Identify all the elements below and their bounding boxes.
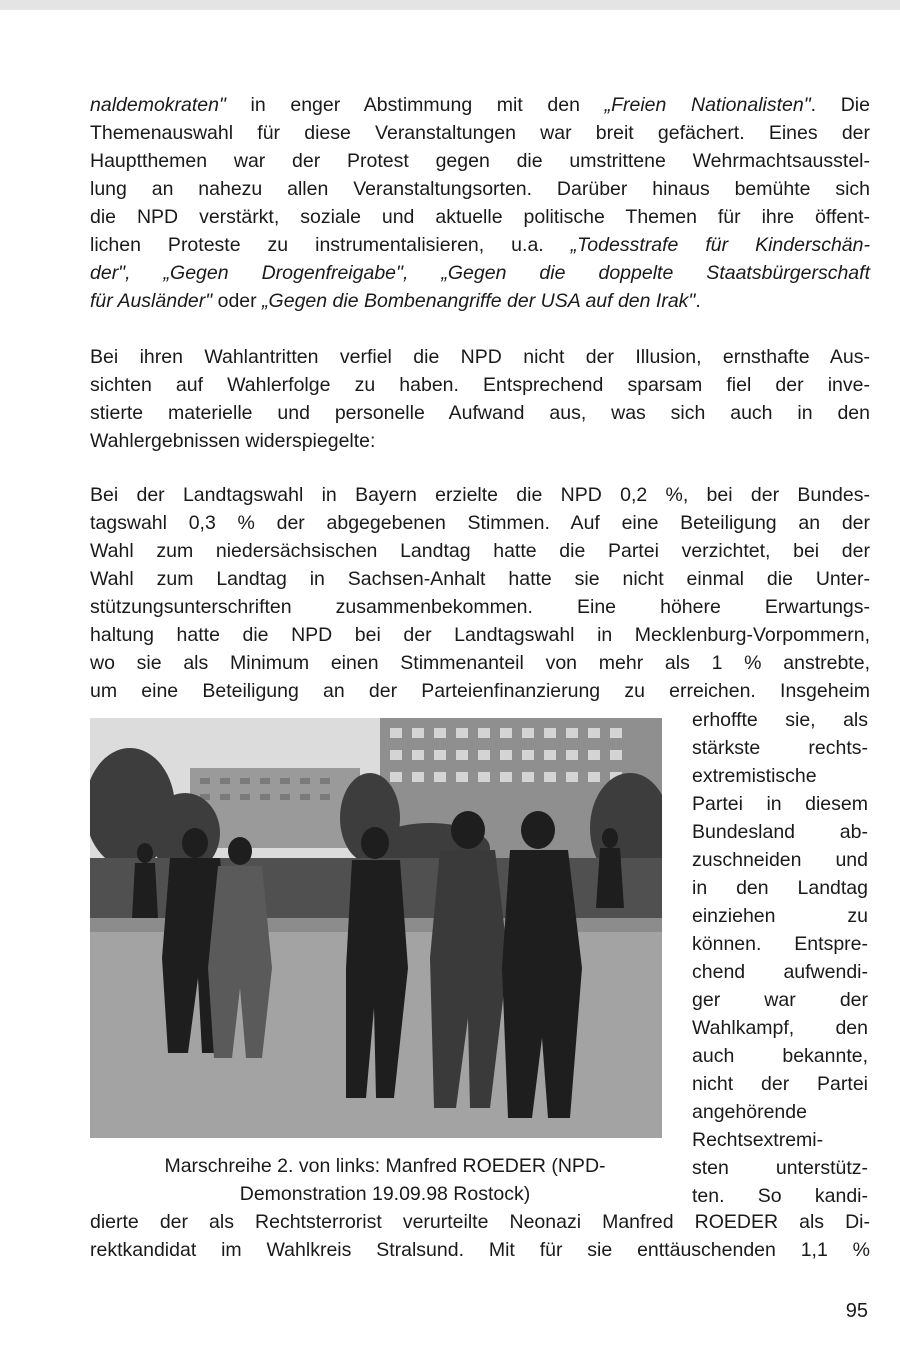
paragraph-3: [90, 481, 870, 705]
caption-line-1: Marschreihe 2. von links: Manfred ROEDER (NPD-: [164, 1155, 606, 1177]
text-line: Wahlergebnissen widerspiegelte:: [90, 430, 376, 452]
text-line: Wahl zum niedersächsischen Landtag hatte die Partei verzichtet, bei der: [90, 540, 870, 562]
text-line: Hauptthemen war der Protest gegen die umstrittene Wehrmachtsausstel-: [90, 150, 870, 172]
text-line: stärkste rechts-: [692, 737, 868, 759]
text-line: chend aufwendi-: [692, 961, 868, 983]
text-line: angehörende: [692, 1101, 807, 1123]
text-line: zuschneiden und: [692, 849, 868, 871]
text-line: lung an nahezu allen Veranstaltungsorten. Darüber hinaus bemühte sich: [90, 178, 870, 200]
paragraph-continuation: [90, 1208, 870, 1264]
text-line: ten. So kandi-: [692, 1185, 868, 1207]
caption-line-2: Demonstration 19.09.98 Rostock): [239, 1183, 531, 1205]
text-line: ger war der: [692, 989, 868, 1011]
text-line: erhoffte sie, als: [692, 709, 868, 731]
text-line: Wahl zum Landtag in Sachsen-Anhalt hatte sie nicht einmal die Unter-: [90, 568, 870, 590]
text-line: lichen Proteste zu instrumentalisieren, u.a. „Todesstrafe für Kinderschän-: [90, 234, 870, 256]
text-line: der", „Gegen Drogenfreigabe", „Gegen die doppelte Staatsbürgerschaft: [90, 262, 870, 284]
text-line: können. Entspre-: [692, 933, 868, 955]
text-line: extremistische: [692, 765, 817, 787]
text-line: Rechtsextremi-: [692, 1129, 824, 1151]
page-number: 95: [845, 1300, 868, 1322]
text-line: um eine Beteiligung an der Parteienfinanzierung zu erreichen. Insgeheim: [90, 680, 870, 702]
text-line: naldemokraten" in enger Abstimmung mit den „Freien Nationalisten". Die: [90, 94, 870, 116]
text-line: sichten auf Wahlerfolge zu haben. Entsprechend sparsam fiel der inve-: [90, 374, 870, 396]
text-line: in den Landtag: [692, 877, 868, 899]
paragraph-2: [90, 343, 870, 455]
side-text-column: [692, 706, 868, 1210]
text-line: wo sie als Minimum einen Stimmenanteil von mehr als 1 % anstrebte,: [90, 652, 870, 674]
text-line: sten unterstütz-: [692, 1157, 868, 1179]
text-line: dierte der als Rechtsterrorist verurteilte Neonazi Manfred ROEDER als Di-: [90, 1211, 870, 1233]
text-line: einziehen zu: [692, 905, 868, 927]
text-line: Wahlkampf, den: [692, 1017, 868, 1039]
paragraph-1: [90, 91, 870, 315]
text-line: Bundesland ab-: [692, 821, 868, 843]
text-line: tagswahl 0,3 % der abgegebenen Stimmen. Auf eine Beteiligung an der: [90, 512, 870, 534]
text-line: Partei in diesem: [692, 793, 868, 815]
text-line: rektkandidat im Wahlkreis Stralsund. Mit für sie enttäuschenden 1,1 %: [90, 1239, 870, 1261]
text-line: für Ausländer" oder „Gegen die Bombenangriffe der USA auf den Irak".: [90, 290, 701, 312]
photo-caption: [90, 1152, 680, 1208]
text-line: stierte materielle und personelle Aufwand aus, was sich auch in den: [90, 402, 870, 424]
text-line: nicht der Partei: [692, 1073, 868, 1095]
text-line: auch bekannte,: [692, 1045, 868, 1067]
text-line: stützungsunterschriften zusammenbekommen. Eine höhere Erwartungs-: [90, 596, 870, 618]
demonstration-photo: [90, 718, 662, 1138]
text-line: Bei ihren Wahlantritten verfiel die NPD nicht der Illusion, ernsthafte Aus-: [90, 346, 870, 368]
photo-illustration: [90, 718, 662, 1138]
text-line: Themenauswahl für diese Veranstaltungen war breit gefächert. Eines der: [90, 122, 870, 144]
text-line: Bei der Landtagswahl in Bayern erzielte die NPD 0,2 %, bei der Bundes-: [90, 484, 870, 506]
text-line: die NPD verstärkt, soziale und aktuelle politische Themen für ihre öffent-: [90, 206, 870, 228]
text-line: haltung hatte die NPD bei der Landtagswahl in Mecklenburg-Vorpommern,: [90, 624, 870, 646]
